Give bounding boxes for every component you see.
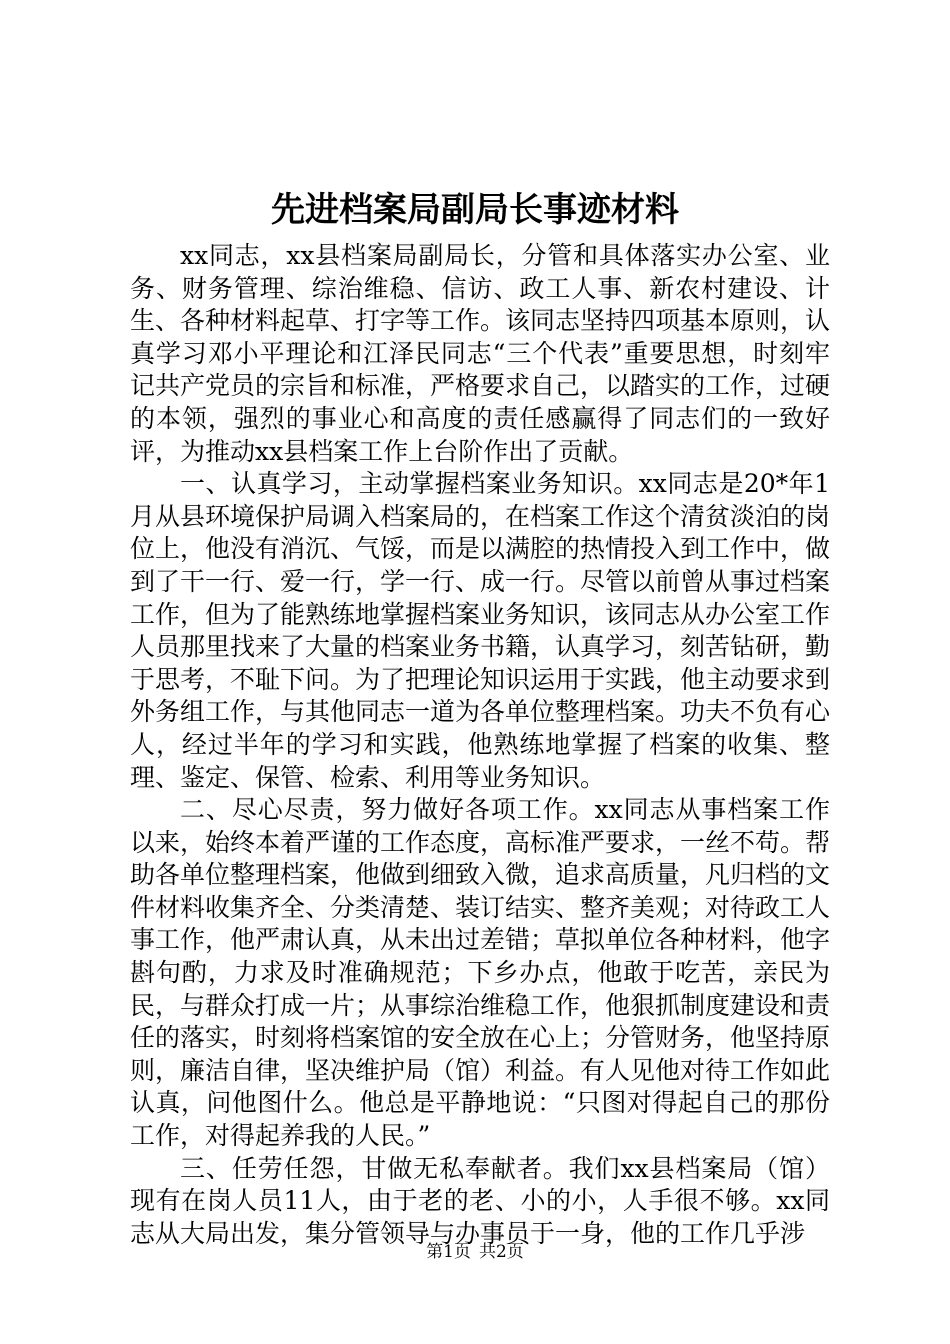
paragraph-section-2: 二、尽心尽责，努力做好各项工作。xx同志从事档案工作以来，始终本着严谨的工作态度，高标准严要求，一丝不苟。帮助各单位整理档案，他做到细致入微，追求高质量，凡归档的文件材料收集齐全、分类清楚、装订结实、整齐美观；对待政工人事工作，他严肃认真，从未出过差错；草拟单位各种材料，他字斟句酌，力求及时准确规范；下乡办点，他敢于吃苦，亲民为民，与群众打成一片；从事综治维稳工作，他狠抓制度建设和责任的落实，时刻将档案馆的安全放在心上；分管财务，他坚持原则，廉洁自律，坚决维护局（馆）利益。有人见他对待工作如此认真，问他图什么。他总是平静地说：“只图对得起自己的那份工作，对得起养我的人民。” — [130, 795, 831, 1151]
page-number: 第1页 — [426, 1242, 471, 1262]
document-title: 先进档案局副局长事迹材料 — [271, 190, 679, 230]
paragraph-section-1: 一、认真学习，主动掌握档案业务知识。xx同志是20*年1月从县环境保护局调入档案局的，在档案工作这个清贫淡泊的岗位上，他没有消沉、气馁，而是以满腔的热情投入到工作中，做到了干一行、爱一行，学一行、成一行。尽管以前曾从事过档案工作，但为了能熟练地掌握档案业务知识，该同志从办公室工作人员那里找来了大量的档案业务书籍，认真学习，刻苦钻研，勤于思考，不耻下问。为了把理论知识运用于实践，他主动要求到外务组工作，与其他同志一道为各单位整理档案。功夫不负有心人，经过半年的学习和实践，他熟练地掌握了档案的收集、整理、鉴定、保管、检索、利用等业务知识。 — [130, 469, 831, 792]
paragraph-section-3: 三、任劳任怨，甘做无私奉献者。我们xx县档案局（馆）现有在岗人员11人，由于老的老、小的小，人手很不够。xx同志从大局出发，集分管领导与办事员于一身，他的工作几乎涉 — [130, 1153, 830, 1248]
page-total: 共2页 — [479, 1242, 524, 1262]
paragraph-intro: xx同志，xx县档案局副局长，分管和具体落实办公室、业务、财务管理、综治维稳、信访、政工人事、新农村建设、计生、各种材料起草、打字等工作。该同志坚持四项基本原则，认真学习邓小平理论和江泽民同志“三个代表”重要思想，时刻牢记共产党员的宗旨和标准，严格要求自己，以踏实的工作，过硬的本领，强烈的事业心和高度的责任感赢得了同志们的一致好评，为推动xx县档案工作上台阶作出了贡献。 — [130, 241, 831, 466]
page-footer — [0, 1240, 950, 1264]
document-body — [130, 240, 830, 1250]
